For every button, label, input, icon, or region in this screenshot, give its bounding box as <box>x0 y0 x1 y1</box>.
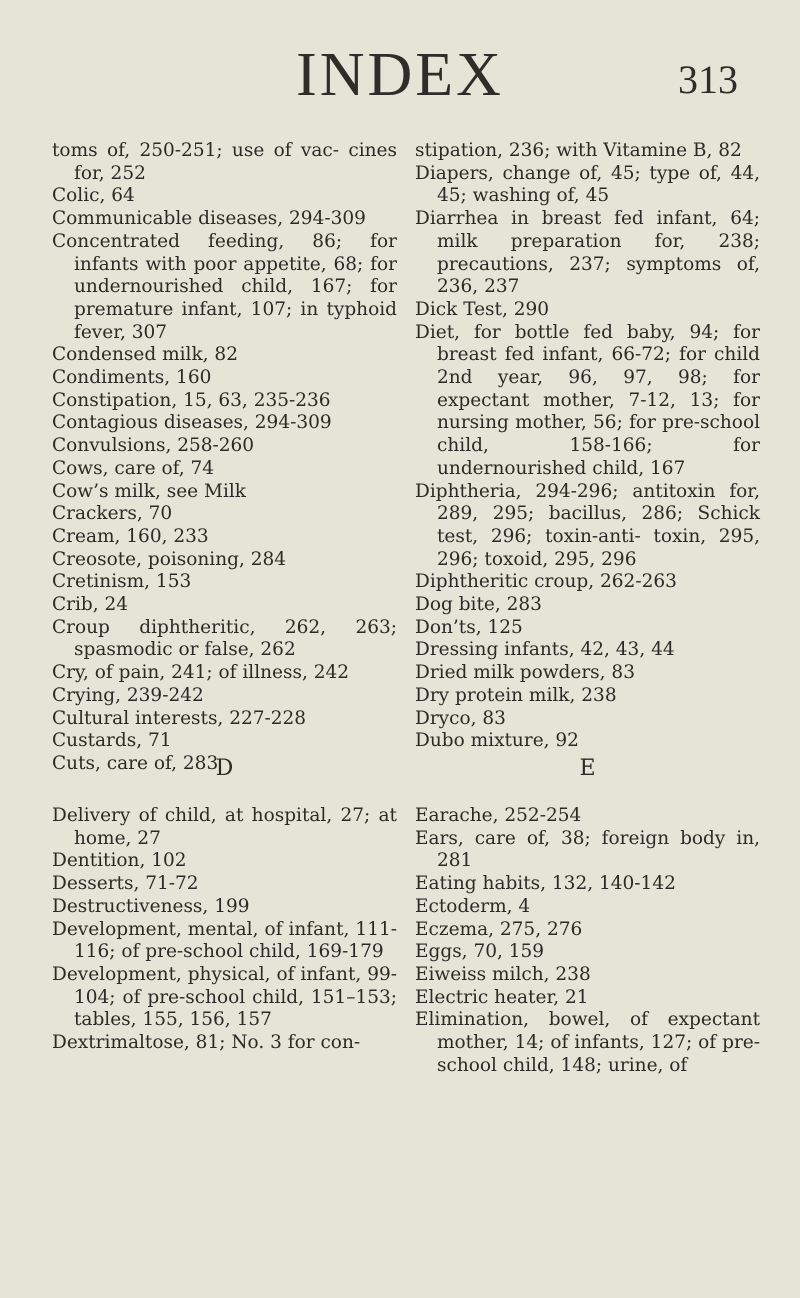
index-entry: Cream, 160, 233 <box>52 525 209 547</box>
index-entry: Concentrated feeding, 86; for infants with poor appetite, 68; for undernourished child, 167; for premature infant, 107; in typhoid fever, 307 <box>52 230 397 343</box>
index-entry: Eggs, 70, 159 <box>415 941 545 963</box>
index-entry: Custards, 71 <box>52 730 172 752</box>
index-entry: Cows, care of, 74 <box>52 457 215 479</box>
index-entry: Eczema, 275, 276 <box>415 918 583 940</box>
index-entry: Cultural interests, 227-228 <box>52 707 307 729</box>
index-entry: Earache, 252-254 <box>415 805 582 826</box>
index-entry: Diphtheritic croup, 262-263 <box>415 571 677 593</box>
left-column-index <box>52 140 397 776</box>
index-entry: Development, mental, of infant, 111-116; of pre-school child, 169-179 <box>52 918 397 963</box>
page-number: 313 <box>678 57 738 102</box>
index-entry: Condensed milk, 82 <box>52 344 238 366</box>
index-entry: Dried milk powders, 83 <box>415 662 635 684</box>
index-entry: Communicable diseases, 294-309 <box>52 208 366 230</box>
index-entry: Electric heater, 21 <box>415 986 589 1008</box>
index-entry: Cretinism, 153 <box>52 571 192 593</box>
running-title: INDEX <box>296 41 504 109</box>
index-entry: Diapers, change of, 45; type of, 44, 45; washing of, 45 <box>415 162 760 207</box>
index-entry: Delivery of child, at hospital, 27; at home, 27 <box>52 805 397 849</box>
index-entry: Don’ts, 125 <box>415 616 523 638</box>
index-entry: Crib, 24 <box>52 594 129 616</box>
page-header <box>0 40 800 110</box>
right-column-index <box>415 140 760 753</box>
index-entry: Dryco, 83 <box>415 707 506 729</box>
index-entry: Cry, of pain, 241; of illness, 242 <box>52 662 350 684</box>
index-entry: Crying, 239-242 <box>52 684 204 706</box>
index-entry: Desserts, 71-72 <box>52 873 199 895</box>
index-entry: Dog bite, 283 <box>415 594 542 616</box>
index-entry: Ectoderm, 4 <box>415 895 531 917</box>
index-entry: Dry protein milk, 238 <box>415 684 617 706</box>
index-entry: Diarrhea in breast fed infant, 64; milk preparation for, 238; precautions, 237; symptoms of, 236, 237 <box>415 208 760 298</box>
index-entry: Condiments, 160 <box>52 367 212 389</box>
index-entry: Eating habits, 132, 140-142 <box>415 873 676 895</box>
index-entry: stipation, 236; with Vitamine B, 82 <box>415 140 742 161</box>
index-entry: Dressing infants, 42, 43, 44 <box>415 639 675 661</box>
section-heading-d: D <box>215 756 234 781</box>
section-d-entries <box>52 805 397 1055</box>
index-entry: Elimination, bowel, of expectant mother, 14; of infants, 127; of pre-school child, 148; urine, of <box>415 1009 760 1076</box>
index-entry: Dick Test, 290 <box>415 298 550 320</box>
section-heading-e: E <box>579 756 596 781</box>
index-entry: Colic, 64 <box>52 185 135 207</box>
index-entry: Dubo mixture, 92 <box>415 730 579 752</box>
index-entry: Diphtheria, 294-296; antitoxin for, 289, 295; bacillus, 286; Schick test, 296; toxin-anti- toxin, 295, 296; toxoid, 295, 296 <box>415 480 760 570</box>
index-entry: Contagious diseases, 294-309 <box>52 412 332 434</box>
index-entry: Creosote, poisoning, 284 <box>52 548 287 570</box>
index-entry: Convulsions, 258-260 <box>52 435 255 457</box>
index-entry: Development, physical, of infant, 99-104; of pre-school child, 151–153; tables, 155, 156, 157 <box>52 963 397 1031</box>
index-entry: Croup diphtheritic, 262, 263; spasmodic or false, 262 <box>52 616 397 661</box>
index-entry: Dentition, 102 <box>52 850 187 872</box>
index-entry: Constipation, 15, 63, 235-236 <box>52 389 331 411</box>
index-entry: Dextrimaltose, 81; No. 3 for con- <box>52 1032 361 1054</box>
index-entry: Eiweiss milch, 238 <box>415 963 591 985</box>
section-e-entries <box>415 805 760 1077</box>
index-entry: Destructiveness, 199 <box>52 895 250 917</box>
index-entry: Cow’s milk, see Milk <box>52 480 246 502</box>
index-entry: Crackers, 70 <box>52 503 173 525</box>
index-entry: Ears, care of, 38; foreign body in, 281 <box>415 827 760 872</box>
index-entry: Cuts, care of, 283 <box>52 752 219 774</box>
index-entry: toms of, 250-251; use of vac- cines for, 252 <box>52 140 397 184</box>
index-entry: Diet, for bottle fed baby, 94; for breast fed infant, 66-72; for child 2nd year, 96, 97, 98; for expectant mother, 7-12, 13; for nursing mother, 56; for pre-school child, 158-166; for undernourished child, 167 <box>415 321 760 479</box>
